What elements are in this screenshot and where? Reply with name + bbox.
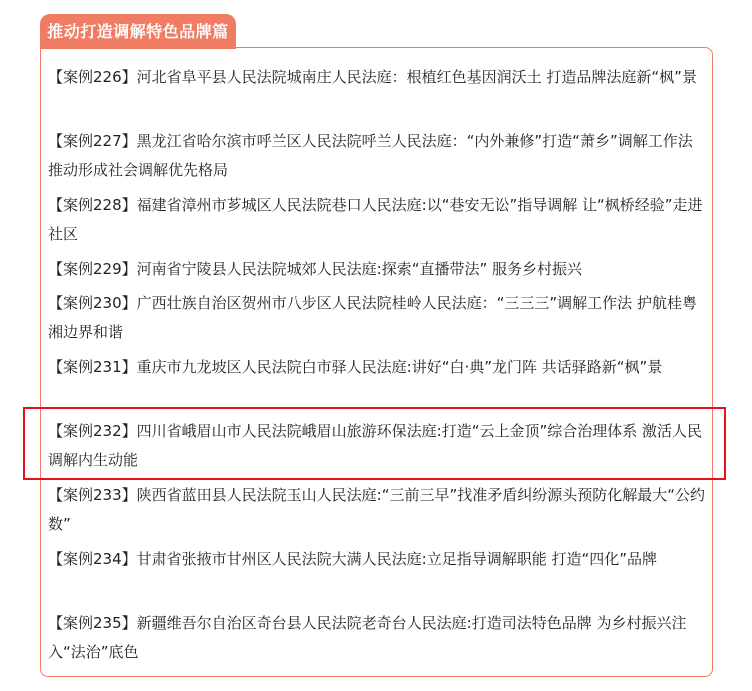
case-number: 【案例231】: [48, 358, 137, 376]
case-number: 【案例230】: [48, 294, 137, 312]
case-number: 【案例226】: [48, 68, 137, 86]
case-number: 【案例235】: [48, 614, 137, 632]
case-title: 河南省宁陵县人民法院城郊人民法庭:探索“直播带法” 服务乡村振兴: [136, 260, 583, 278]
case-list: [48, 62, 710, 672]
case-item-227[interactable]: [48, 126, 710, 190]
case-title: 重庆市九龙坡区人民法院白市驿人民法庭:讲好“白·典”龙门阵 共话驿路新“枫”景: [136, 358, 663, 376]
case-number: 【案例228】: [48, 196, 137, 214]
highlight-box-case-232: [23, 407, 726, 480]
case-number: 【案例232】: [48, 422, 137, 440]
case-title: 新疆维吾尔自治区奇台县人民法院老奇台人民法庭:打造司法特色品牌 为乡村振兴注入“法治”底色: [48, 614, 687, 661]
case-title: 广西壮族自治区贺州市八步区人民法院桂岭人民法庭：“三三三”调解工作法 护航桂粤湘边界和谐: [48, 294, 697, 341]
case-item-234[interactable]: [48, 544, 710, 608]
case-item-229[interactable]: [48, 254, 710, 288]
case-title: 河北省阜平县人民法院城南庄人民法庭：根植红色基因润沃土 打造品牌法庭新“枫”景: [136, 68, 697, 86]
case-title: 四川省峨眉山市人民法院峨眉山旅游环保法庭:打造“云上金顶”综合治理体系 激活人民调解内生动能: [48, 422, 703, 469]
case-item-233[interactable]: [48, 480, 710, 544]
case-number: 【案例227】: [48, 132, 137, 150]
case-item-226[interactable]: [48, 62, 710, 126]
case-item-230[interactable]: [48, 288, 710, 352]
case-title: 黑龙江省哈尔滨市呼兰区人民法院呼兰人民法庭：“内外兼修”打造“萧乡”调解工作法 推动形成社会调解优先格局: [48, 132, 693, 179]
case-title: 福建省漳州市芗城区人民法院巷口人民法庭:以“巷安无讼”指导调解 让“枫桥经验”走进社区: [48, 196, 703, 243]
case-item-228[interactable]: [48, 190, 710, 254]
case-title: 陕西省蓝田县人民法院玉山人民法庭:“三前三早”找准矛盾纠纷源头预防化解最大“公约数”: [48, 486, 706, 533]
case-number: 【案例233】: [48, 486, 137, 504]
case-number: 【案例234】: [48, 550, 137, 568]
case-item-235[interactable]: [48, 608, 710, 672]
case-title: 甘肃省张掖市甘州区人民法院大满人民法庭:立足指导调解职能 打造“四化”品牌: [136, 550, 658, 568]
section-title-tab: 推动打造调解特色品牌篇: [40, 14, 236, 49]
case-number: 【案例229】: [48, 260, 137, 278]
